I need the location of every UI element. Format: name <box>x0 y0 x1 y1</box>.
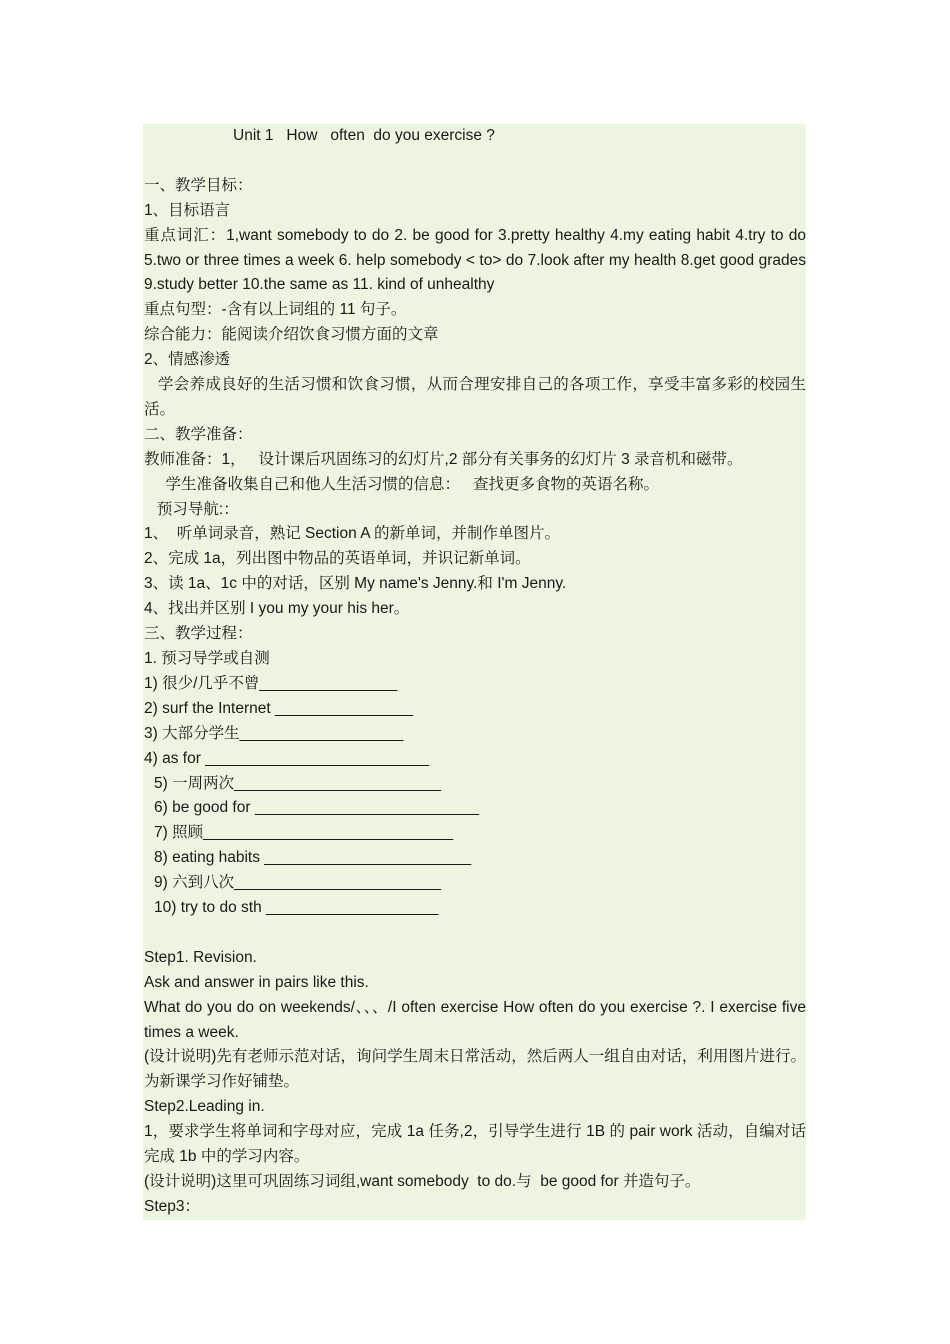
step1-heading: Step1. Revision. <box>144 948 257 966</box>
subheading-target-language: 1、目标语言 <box>144 201 231 219</box>
subheading-emotion: 2、情感渗透 <box>144 351 231 369</box>
section-heading-preparation: 二、教学准备： <box>144 425 253 443</box>
preview-guide-heading: 预习导航:： <box>144 500 239 518</box>
exercise-item: 2) surf the Internet ________________ <box>144 699 413 717</box>
preview-item-4: 4、找出并区别 I you my your his her。 <box>144 600 410 618</box>
blank-line <box>144 921 806 946</box>
exercise-item: 3) 大部分学生___________________ <box>144 724 404 742</box>
step2-task: 1，要求学生将单词和字母对应，完成 1a 任务,2，引导学生进行 1B 的 pair work 活动，自编对话完成 1b 中的学习内容。 <box>144 1123 806 1166</box>
step1-instruction: Ask and answer in pairs like this. <box>144 973 369 991</box>
preview-item-1: 1、 听单词录音，熟记 Section A 的新单词，并制作单图片。 <box>144 525 560 543</box>
preview-item-3: 3、读 1a、1c 中的对话，区别 My name's Jenny.和 I'm Jenny. <box>144 575 567 593</box>
exercise-item: 7) 照顾_____________________________ <box>154 824 454 842</box>
key-vocabulary: 重点词汇：1,want somebody to do 2. be good for 3.pretty healthy 4.my eating habit 4.try to do 5.two or three times a week 6. help somebody < to> do 7.look after my health 8.get good grades 9.study better 10.the same as 11. kind of unhealthy <box>144 226 806 294</box>
step3-heading: Step3： <box>144 1197 201 1215</box>
exercise-item: 8) eating habits ________________________ <box>154 849 472 867</box>
exercise-item: 5) 一周两次________________________ <box>154 774 441 792</box>
exercise-item: 10) try to do sth ____________________ <box>154 899 439 917</box>
section-heading-process: 三、教学过程： <box>144 625 253 643</box>
exercise-item: 4) as for __________________________ <box>144 749 430 767</box>
document-title: Unit 1 How often do you exercise ? <box>233 127 495 144</box>
self-test-heading: 1. 预习导学或自测 <box>144 650 270 667</box>
step2-design-note: (设计说明)这里可巩固练习词组,want somebody to do.与 be good for 并造句子。 <box>144 1173 701 1191</box>
exercise-item: 1) 很少/几乎不曾________________ <box>144 674 398 692</box>
teacher-preparation: 教师准备：1， 设计课后巩固练习的幻灯片,2 部分有关事务的幻灯片 3 录音机和磁带。 <box>144 450 743 468</box>
step1-design-note: (设计说明)先有老师示范对话，询问学生周末日常活动，然后两人一组自由对话，利用图片进行。为新课学习作好铺垫。 <box>144 1048 806 1091</box>
comprehensive-ability: 综合能力：能阅读介绍饮食习惯方面的文章 <box>144 326 439 344</box>
emotion-paragraph: 学会养成良好的生活习惯和饮食习惯，从而合理安排自己的各项工作，享受丰富多彩的校园生活。 <box>144 376 806 418</box>
exercise-item: 6) be good for __________________________ <box>154 799 479 817</box>
blank-line <box>144 149 806 174</box>
preview-item-2: 2、完成 1a，列出图中物品的英语单词，并识记新单词。 <box>144 550 531 568</box>
step1-dialogue: What do you do on weekends/、、、/I often exercise How often do you exercise ?. I exercise five times a week. <box>144 998 806 1041</box>
section-heading-objectives: 一、教学目标： <box>144 176 253 194</box>
student-preparation: 学生准备收集自己和他人生活习惯的信息： 查找更多食物的英语名称。 <box>144 475 659 493</box>
step2-heading: Step2.Leading in. <box>144 1098 265 1116</box>
document-body <box>143 124 806 1220</box>
key-sentences: 重点句型：-含有以上词组的 11 句子。 <box>144 301 407 319</box>
exercise-item: 9) 六到八次________________________ <box>154 874 441 892</box>
